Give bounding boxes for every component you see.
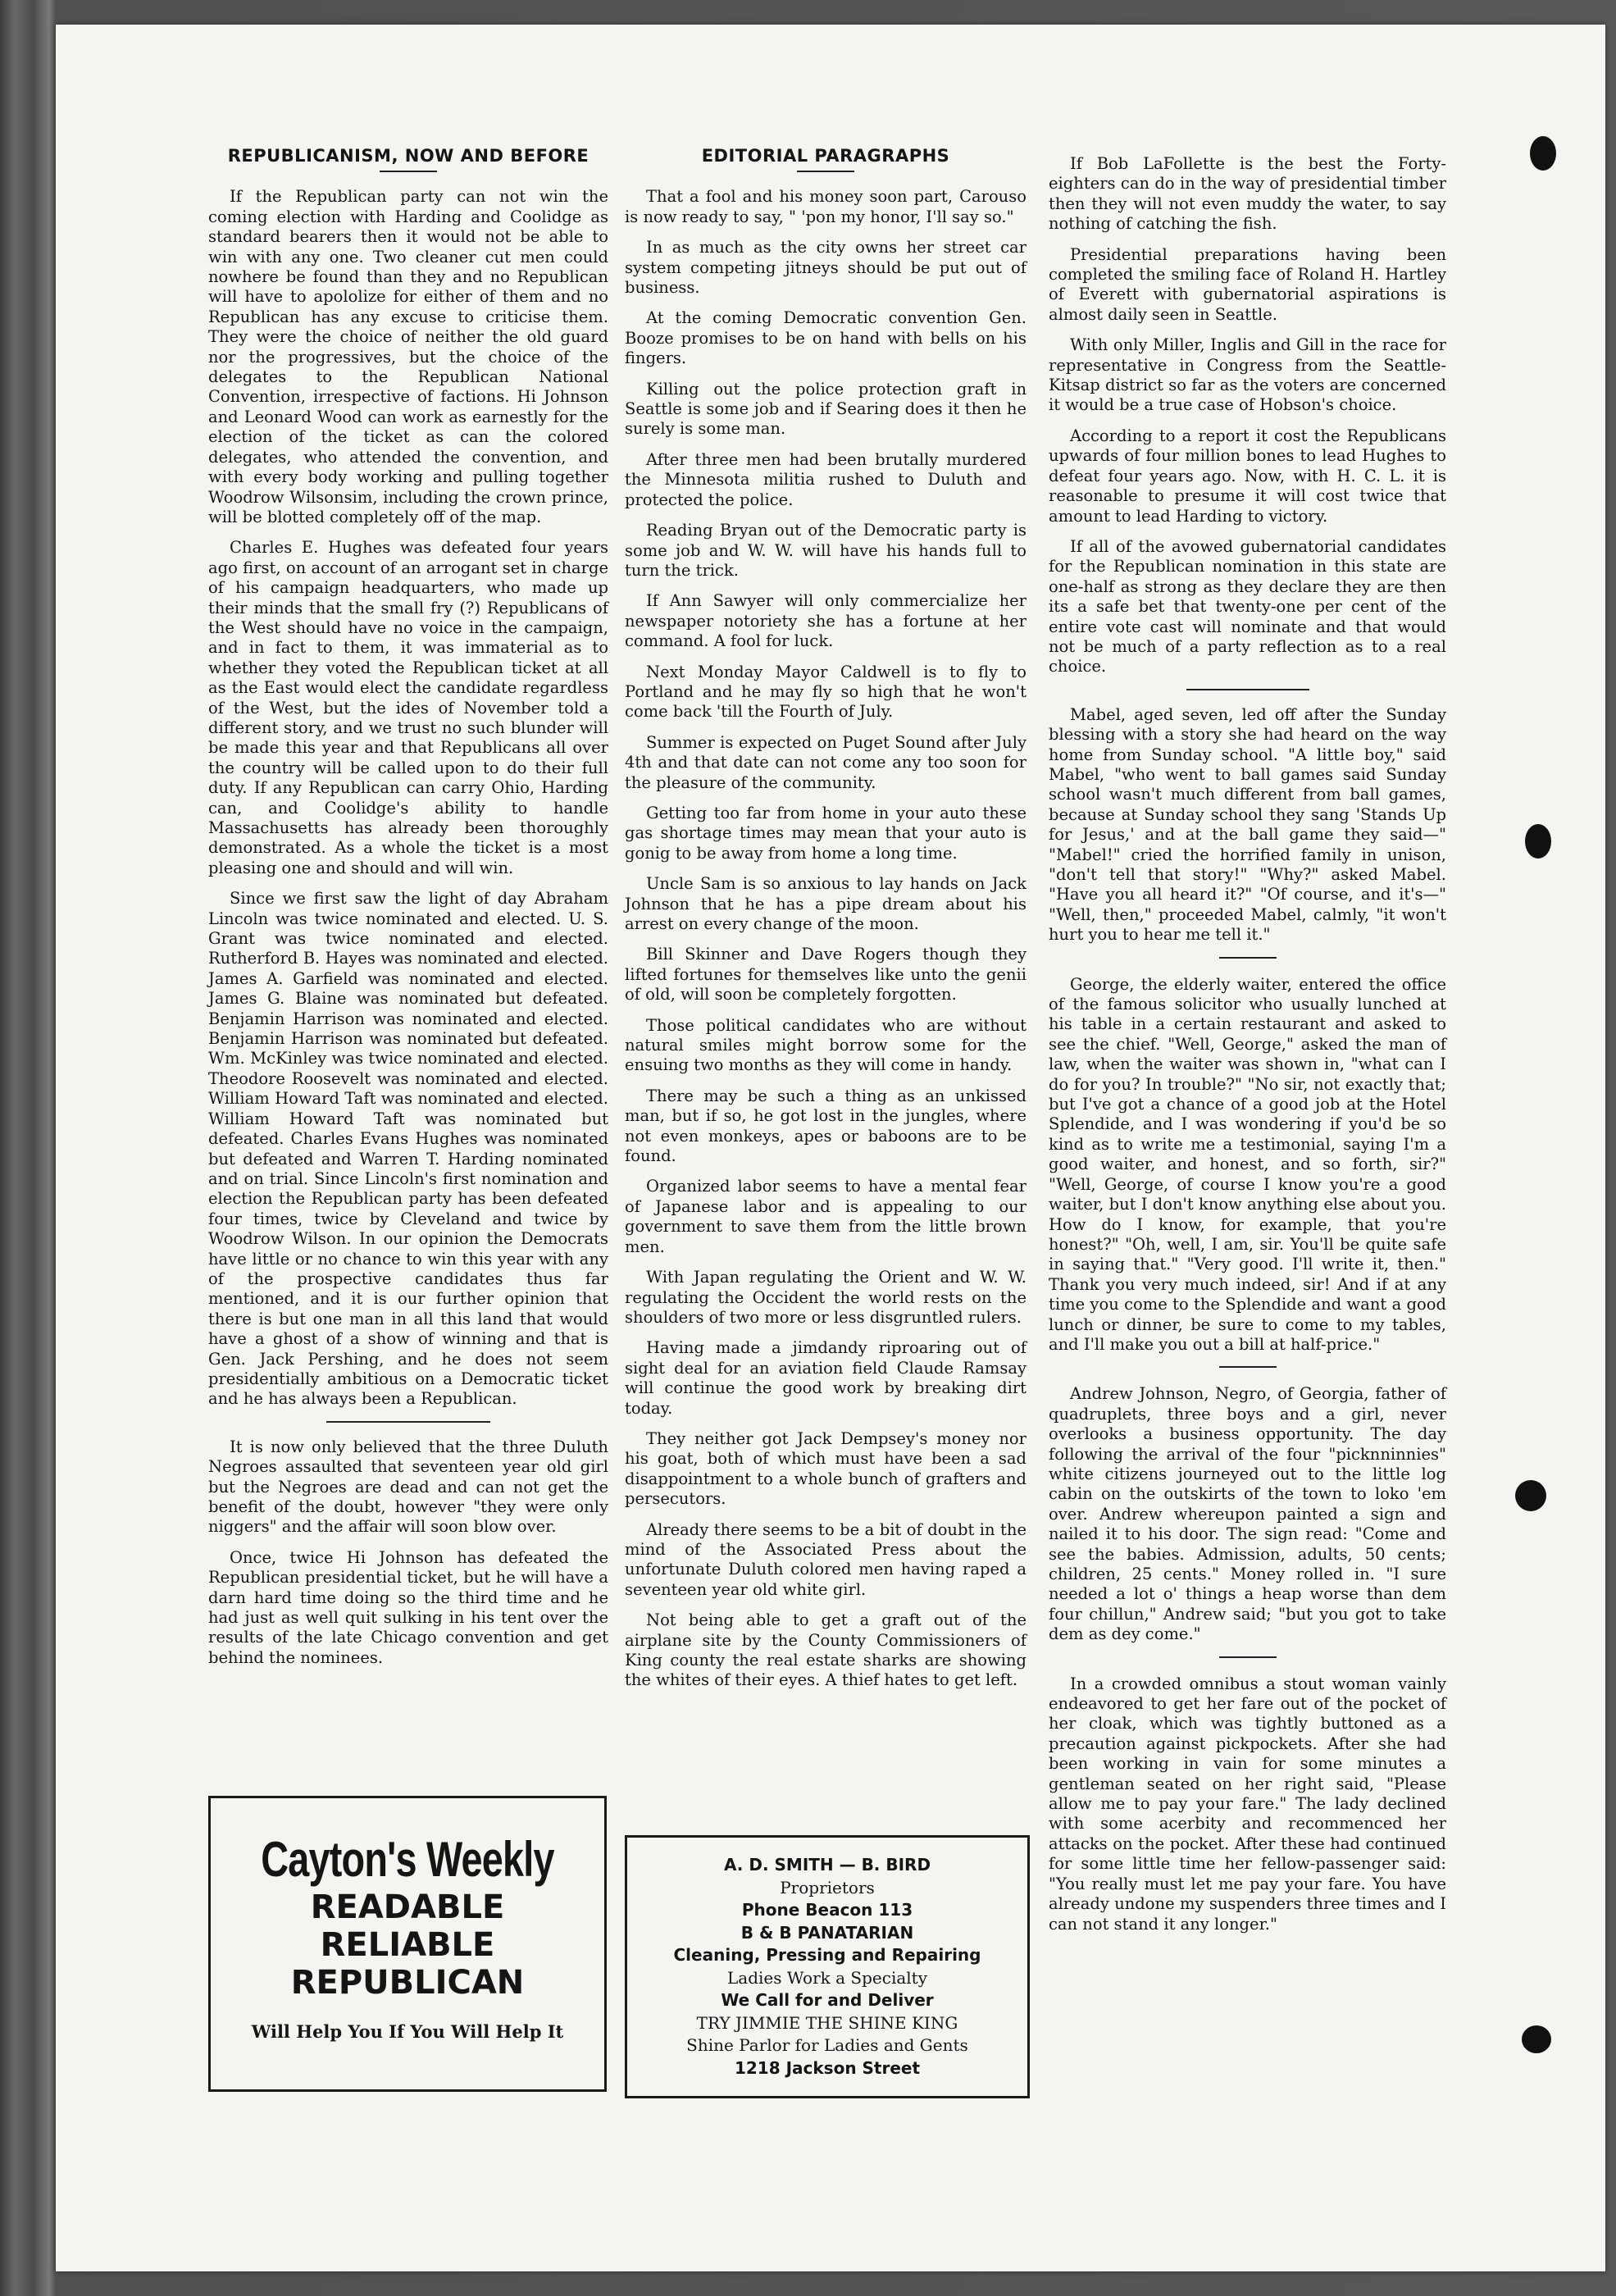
column-republicanism <box>208 123 608 1679</box>
ad-phone: Phone Beacon 113 <box>741 1900 913 1920</box>
anecdote-george: George, the elderly waiter, entered the office of the famous solicitor who usually lunched at his table in a certain restaurant and asked to see the chief. "Well, George," asked the man of law, when the waiter was shown in, "what can I do for you? In trouble?" "No sir, not exactly that; but I've got a chance of a good job at the Hotel Splendide, and I was wondering if you'd be so kind as to write me a testimonial, saying I'm a good waiter, and honest, and so forth, sir?" "Well, George, of course I know you're a good waiter, but I don't know anything else about you. How do I know, for example, that you're honest?" "Oh, well, I am, sir. You'll be quite safe in saying that." "Very good. I'll write it, then." Thank you very much indeed, sir! And if at any time you come to the Splendide and want a good lunch or dinner, be sure to come to my tables, and I'll make you out a bill at half-price." <box>1049 974 1446 1354</box>
editorial-paragraph: Having made a jimdandy riproaring out of sight deal for an aviation field Claude Ramsay will continue the good work by breaking dirt today. <box>625 1338 1027 1418</box>
editorial-paragraph: Presidential preparations having been completed the smiling face of Roland H. Hartley of Everett with gubernatorial aspirations is almost daily seen in Seattle. <box>1049 244 1446 324</box>
ad-line: REPUBLICAN <box>290 1964 525 2002</box>
ad-address: 1218 Jackson Street <box>734 2057 921 2078</box>
editorial-paragraph: Organized labor seems to have a mental fear of Japanese labor and is appealing to our government to save them from the little brown men. <box>625 1177 1027 1256</box>
heading-editorial: EDITORIAL PARAGRAPHS <box>701 146 950 166</box>
section-rule <box>1186 689 1309 690</box>
ad-line: RELIABLE <box>320 1926 495 1964</box>
section-rule <box>1219 1656 1277 1658</box>
ad-ladies-work: Ladies Work a Specialty <box>726 1967 927 1988</box>
editorial-paragraph: Bill Skinner and Dave Rogers though they lifted fortunes for themselves like unto the genii of old, will soon be completely forgotten. <box>625 945 1027 1004</box>
editorial-paragraph: Not being able to get a graft out of the airplane site by the County Commissioners of King county the real estate sharks are showing the whites of their eyes. A thief hates to get left. <box>625 1610 1027 1690</box>
binding-hole-mark <box>1525 824 1551 859</box>
heading-rule <box>797 171 854 172</box>
editorial-paragraph: Uncle Sam is so anxious to lay hands on Jack Johnson that he has a pipe dream about his arrest on every change of the moon. <box>625 874 1027 933</box>
editorial-paragraph: Already there seems to be a bit of doubt in the mind of the Associated Press about the unfortunate Duluth colored men having raped a seventeen year old white girl. <box>625 1519 1027 1599</box>
editorial-paragraph: In as much as the city owns her street car system competing jitneys should be put out of business. <box>625 238 1027 298</box>
editorial-paragraph: Next Monday Mayor Caldwell is to fly to Portland and he may fly so high that he won't come back 'till the Fourth of July. <box>625 662 1027 722</box>
ad-proprietor-names: A. D. SMITH — B. BIRD <box>723 1855 931 1875</box>
editorial-paragraph: That a fool and his money soon part, Carouso is now ready to say, " 'pon my honor, I'll say so." <box>625 187 1027 226</box>
column-miscellany <box>1049 123 1446 1945</box>
anecdote-andrew: Andrew Johnson, Negro, of Georgia, father of quadruplets, three boys and a girl, never overlooks a business opportunity. The day following the arrival of the four "picknninnies" white citizens journeyed out to the little log cabin on the outskirts of the town to loko 'em over. Andrew whereupon painted a sign and nailed it to his door. The sign read: "Come and see the babies. Admission, adults, 50 cents; children, 25 cents." Money rolled in. "I sure needed a lot o' things a heap worse than dem four chillun," Andrew said; "but you got to take dem as dey come." <box>1049 1384 1446 1644</box>
editorial-paragraph: They neither got Jack Dempsey's money nor his goat, both of which must have been a sad disappointment to a whole bunch of grafters and persecutors. <box>625 1428 1027 1509</box>
ad-tagline: Will Help You If You Will Help It <box>251 2021 564 2042</box>
binding-hole-mark <box>1515 1480 1546 1511</box>
editorial-paragraph: Killing out the police protection graft in Seattle is some job and if Searing does it then he surely is some man. <box>625 379 1027 439</box>
editorial-paragraph: If all of the avowed gubernatorial candidates for the Republican nomination in this state are one-half as strong as they declare they are then its a safe bet that twenty-one per cent of the entire vote cast will nominate and that would not be much of a party reflection as to a real choice. <box>1049 536 1446 676</box>
column-editorial <box>625 123 1027 1702</box>
heading-rule <box>380 171 437 172</box>
editorial-paragraph: With Japan regulating the Orient and W. W. regulating the Occident the world rests on the shoulders of two more or less disgruntled rulers. <box>625 1268 1027 1327</box>
ad-shine-parlor: Shine Parlor for Ladies and Gents <box>686 2035 968 2055</box>
ad-proprietors-label: Proprietors <box>780 1877 875 1897</box>
binding-hole-mark <box>1530 136 1556 171</box>
editorial-paragraph: After three men had been brutally murdered the Minnesota militia rushed to Duluth and protected the police. <box>625 449 1027 509</box>
editorial-paragraph: At the coming Democratic convention Gen. Booze promises to be on hand with bells on his fingers. <box>625 308 1027 368</box>
article-paragraph: Since we first saw the light of day Abraham Lincoln was twice nominated and elected. U. S. Grant was twice nominated and elected. Rutherford B. Hayes was nominated and elected. James A. Garfield was nominated and elected. James G. Blaine was nominated but defeated. Benjamin Harrison was nominated and elected. Benjamin Harrison was nominated but defeated. Wm. McKinley was twice nominated and elected. Theodore Roosevelt was nominated and elected. William Howard Taft was nominated and elected. William Howard Taft was nominated but defeated. Charles Evans Hughes was nominated but defeated and Warren T. Harding nominated and on trial. Since Lincoln's first nomination and election the Republican party has been defeated four times, twice by Cleveland and twice by Woodrow Wilson. In our opinion the Democrats have little or no chance to win this year with any of the prospective candidates thus far mentioned, and it is our further opinion that there is but one man in all this land that would have a ghost of a show of winning and that is Gen. Jack Pershing, and he does not seem presidentially ambitious on a Democratic ticket and he has always been a Republican. <box>208 889 608 1409</box>
ad-business-name: B & B PANATARIAN <box>740 1922 914 1943</box>
editorial-paragraph: According to a report it cost the Republicans upwards of four million bones to lead Hughes to defeat four years ago. Now, with H. C. L. it is reasonable to presume it will cost twice that amount to lead Harding to victory. <box>1049 426 1446 526</box>
ad-panatarian <box>625 1835 1030 2098</box>
editorial-paragraph: If Ann Sawyer will only commercialize her newspaper notoriety she has a fortune at her command. A fool for luck. <box>625 591 1027 651</box>
editorial-paragraph: Those political candidates who are without natural smiles might borrow some for the ensuing two months as they will come in handy. <box>625 1015 1027 1075</box>
editorial-paragraph: There may be such a thing as an unkissed man, but if so, he got lost in the jungles, where not even monkeys, apes or baboons are to be found. <box>625 1086 1027 1166</box>
editorial-paragraph: Reading Bryan out of the Democratic party is some job and W. W. will have his hands full to turn the trick. <box>625 521 1027 580</box>
article-paragraph: It is now only believed that the three Duluth Negroes assaulted that seventeen year old girl but the Negroes are dead and can not get the benefit of the doubt, however "they were only niggers" and the affair will soon blow over. <box>208 1437 608 1537</box>
anecdote-omnibus: In a crowded omnibus a stout woman vainly endeavored to get her fare out of the pocket of her cloak, which was tightly buttoned as a precaution against pickpockets. After she had been working in vain for some minutes a gentleman seated on her right said, "Please allow me to pay your fare." The lady declined with some acerbity and recommenced her attacks on the pocket. After these had continued for some little time her fellow-passenger said: "You really must let me pay your fare. You have already undone my suspenders three times and I can not stand it any longer." <box>1049 1674 1446 1934</box>
heading-republicanism: REPUBLICANISM, NOW AND BEFORE <box>227 146 589 166</box>
ad-title: Cayton's Weekly <box>261 1832 554 1887</box>
editorial-paragraph: Getting too far from home in your auto these gas shortage times may mean that your auto is gonig to be away from home a long time. <box>625 803 1027 863</box>
anecdote-mabel: Mabel, aged seven, led off after the Sunday blessing with a story she had heard on the way home from Sunday school. "A little boy," said Mabel, "who went to ball games said Sunday school wasn't much different from ball games, because at Sunday school they sang 'Stands Up for Jesus,' and at the ball game they said—" "Mabel!" cried the horrified family in unison, "don't tell that story!" "Why?" asked Mabel. "Have you all heard it?" "Of course, and it's—" "Well, then," proceeded Mabel, calmly, "it won't hurt you to hear me tell it." <box>1049 704 1446 945</box>
section-rule <box>1219 957 1277 959</box>
ad-try: TRY JIMMIE THE SHINE KING <box>696 2012 958 2033</box>
article-paragraph: Once, twice Hi Johnson has defeated the Republican presidential ticket, but he will have a darn hard time doing so the third time and he had just as well quit sulking in his tent over the results of the late Chicago convention and get behind the nominees. <box>208 1547 608 1667</box>
editorial-paragraph: With only Miller, Inglis and Gill in the race for representative in Congress from the Seattle-Kitsap district so far as the voters are concerned it would be a true case of Hobson's choice. <box>1049 335 1446 415</box>
article-paragraph: If the Republican party can not win the coming election with Harding and Coolidge as standard bearers then it would not be able to win with any one. Two cleaner cut men could nowhere be found than they and no Republican will have to apololize for either of them and no Republican has any excuse to criticise them. They were the choice of neither the old guard nor the progressives, but the choice of the delegates to the Republican National Convention, irrespective of factions. Hi Johnson and Leonard Wood can work as earnestly for the election of the ticket as can the colored delegates, who attended the convention, and with every body working and pulling together Woodrow Wilsonsim, including the crown prince, will be blotted completely off of the map. <box>208 187 608 526</box>
section-rule <box>326 1421 490 1423</box>
editorial-paragraph: If Bob LaFollette is the best the Forty-eighters can do in the way of presidential timber then they will not even muddy the water, to say nothing of catching the fish. <box>1049 154 1446 234</box>
section-rule <box>1219 1366 1277 1368</box>
binding-hole-mark <box>1522 2025 1551 2053</box>
ad-line: READABLE <box>310 1888 505 1926</box>
editorial-paragraph: Summer is expected on Puget Sound after July 4th and that date can not come any too soon for the pleasure of the community. <box>625 732 1027 792</box>
ad-caytons-weekly <box>208 1796 607 2092</box>
ad-deliver: We Call for and Deliver <box>721 1990 934 2010</box>
ad-services: Cleaning, Pressing and Repairing <box>673 1945 981 1965</box>
article-paragraph: Charles E. Hughes was defeated four years ago first, on account of an arrogant set in charge of his campaign headquarters, who made up their minds that the small fry (?) Republicans of the West should have no voice in the campaign, and in fact to them, it was immaterial as to whether they voted the Republican ticket at all as the East would elect the candidate regardless of the West, but the ides of November told a different story, and we trust no such blunder will be made this year and that Republicans all over the country will be called upon to do their full duty. If any Republican can carry Ohio, Harding can, and Coolidge's ability to handle Massachusetts has already been thoroughly demonstrated. As a whole the ticket is a most pleasing one and should and will win. <box>208 538 608 877</box>
